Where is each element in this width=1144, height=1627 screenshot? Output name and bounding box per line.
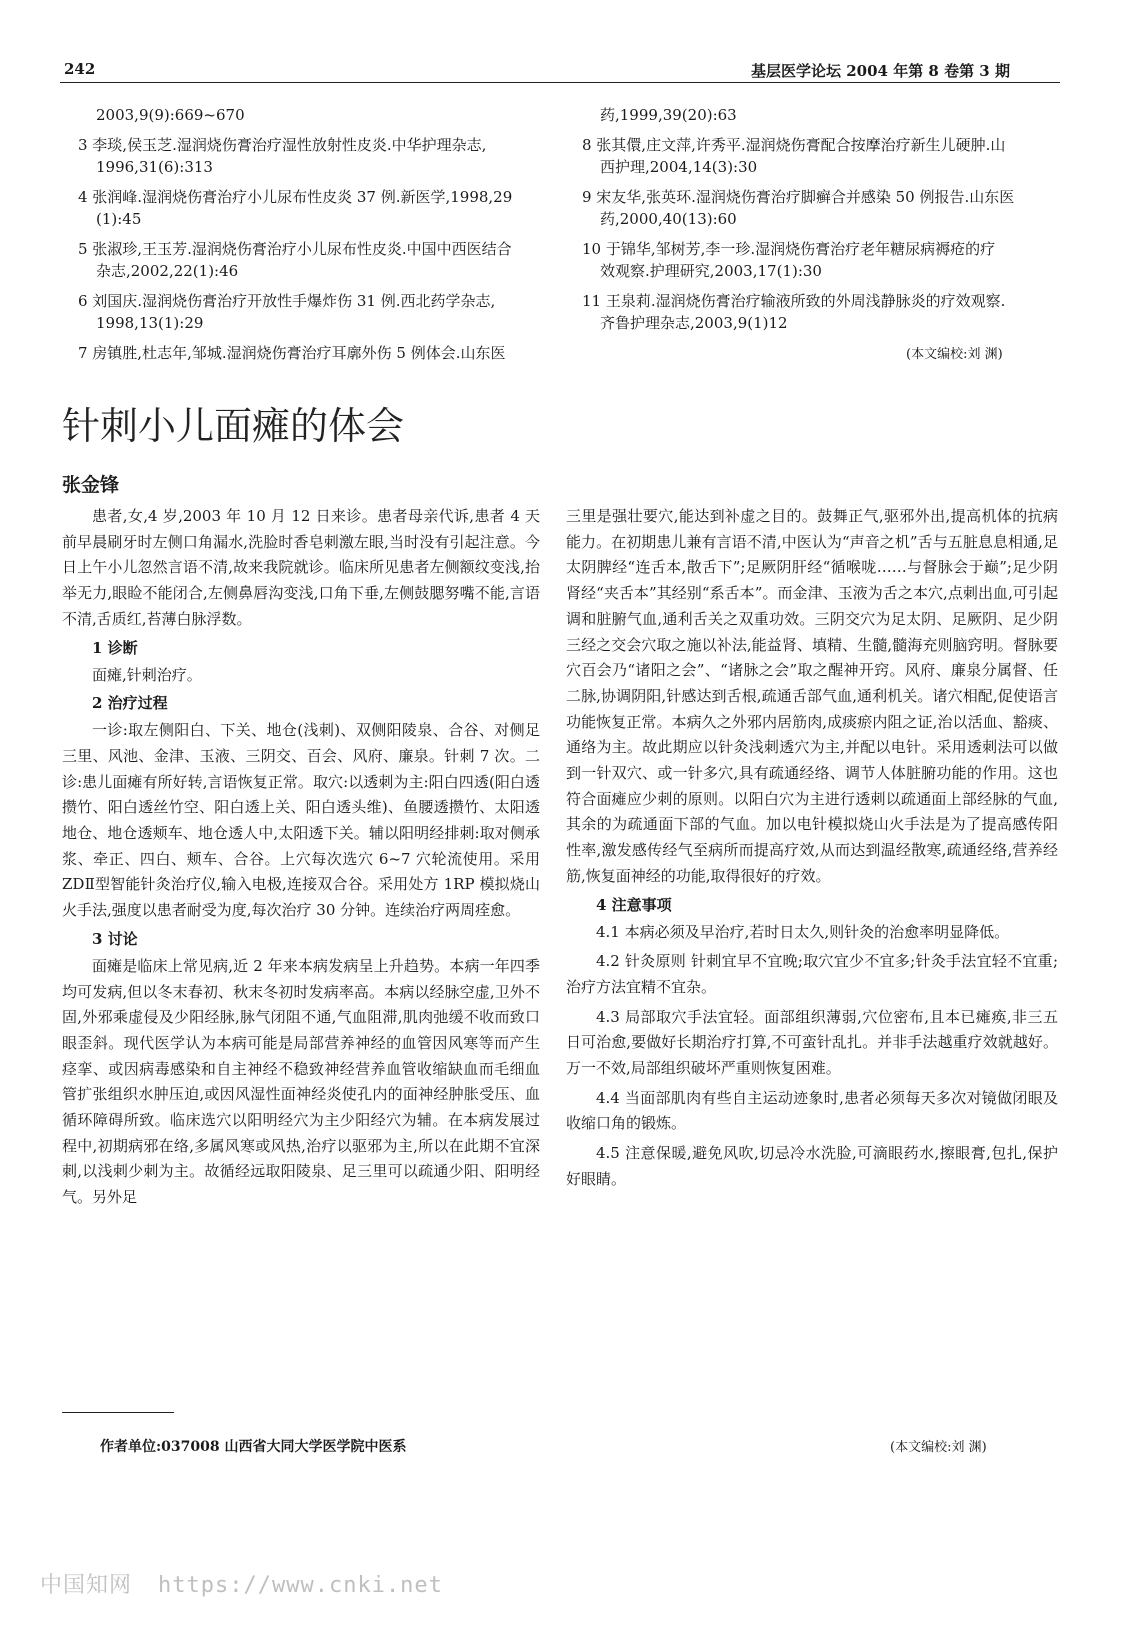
references-left [78, 104, 544, 372]
references-right [582, 104, 1062, 342]
body-left-column [62, 504, 540, 1211]
paragraph-discussion: 面瘫是临床上常见病,近 2 年来本病发病呈上升趋势。本病一年四季均可发病,但以冬末春初、秋末冬初时发病率高。本病以经脉空虚,卫外不固,外邪乘虚侵及少阳经脉,脉气闭阻不通,气血阻滞,肌肉弛缓不收而致口眼歪斜。现代医学认为本病可能是局部营养神经的血管因风寒等而产生痉挛、或因病毒感染和自主神经不稳致神经营养血管收缩缺血而毛细血管扩张组织水肿压迫,或因风湿性面神经炎使孔内的面神经肿胀受压、血循环障碍所致。临床选穴以阳明经穴为主少阳经穴为辅。在本病发展过程中,初期病邪在络,多属风寒或风热,治疗以驱邪为主,所以在此期不宜深刺,以浅刺少刺为主。故循经远取阳陵泉、足三里可以疏通少阳、阳明经气。另外足 [62, 956, 540, 1207]
reference-line: 4 张润峰.湿润烧伤膏治疗小儿尿布性皮炎 37 例.新医学,1998,29 [78, 188, 513, 206]
heading-notes: 4 注意事项 [596, 895, 672, 914]
reference-line: 11 王泉莉.湿润烧伤膏治疗输液所致的外周浅静脉炎的疗效观察. [582, 292, 1006, 310]
reference-item [582, 134, 1062, 178]
author-affiliation: 作者单位:037008 山西省大同大学医学院中医系 [100, 1439, 407, 1455]
paragraph-discussion-cont: 三里是强壮要穴,能达到补虚之目的。鼓舞正气,驱邪外出,提高机体的抗病能力。在初期患儿兼有言语不清,中医认为“声音之机”舌与五脏息息相通,足太阴脾经“连舌本,散舌下”;足厥阴肝经“循喉咙……与督脉会于巅”;足少阴肾经“夹舌本”其经别“系舌本”。而金津、玉液为舌之本穴,点刺出血,可引起调和脏腑气血,通利舌关之双重功效。三阴交穴为足太阴、足厥阴、足少阴三经之交会穴取之施以补法,能益肾、填精、生髓,髓海充则脑窍明。督脉要穴百会乃“诸阳之会”、“诸脉之会”取之醒神开窍。风府、廉泉分属督、任二脉,协调阴阳,针感达到舌根,疏通舌部气血,通利机关。诸穴相配,促使语言功能恢复正常。本病久之外邪内居筋肉,成痰瘀内阻之证,治以活血、豁痰、通络为主。故此期应以针灸浅刺透穴为主,并配以电针。采用透刺法可以做到一针双穴、或一针多穴,具有疏通经络、调节人体脏腑功能的作用。这也符合面瘫应少刺的原则。以阳白穴为主进行透刺以疏通面上部经脉的气血,其余的为疏通面下部的气血。加以电针模拟烧山火手法是为了提高感传阳性率,激发感传经气至病所而提高疗效,从而达到温经散寒,疏通经络,营养经筋,恢复面神经的功能,取得很好的疗效。 [566, 507, 1058, 885]
editor-note-bottom: (本文编校:刘 渊) [890, 1440, 987, 1455]
heading-treatment: 2 治疗过程 [92, 694, 168, 713]
reference-line: 药,1999,39(20):63 [600, 106, 737, 124]
paragraph-diagnosis: 面瘫,针刺治疗。 [92, 665, 202, 684]
watermark-site-name: 中国知网 [40, 1573, 133, 1598]
note-item: 4.5 注意保暖,避免风吹,切忌冷水洗脸,可滴眼药水,擦眼膏,包扎,保护好眼睛。 [566, 1144, 1058, 1188]
reference-line: 杂志,2002,22(1):46 [96, 262, 239, 280]
journal-header: 基层医学论坛 2004 年第 8 卷第 3 期 [751, 62, 1010, 80]
reference-item [582, 290, 1062, 334]
reference-line: 6 刘国庆.湿润烧伤膏治疗开放性手爆炸伤 31 例.西北药学杂志, [78, 292, 496, 310]
page-number: 242 [64, 60, 96, 78]
reference-line: 9 宋友华,张英环.湿润烧伤膏治疗脚癣合并感染 50 例报告.山东医 [582, 188, 1015, 206]
paragraph-treatment: 一诊:取左侧阳白、下关、地仓(浅刺)、双侧阳陵泉、合谷、对侧足三里、风池、金津、玉液、三阴交、百会、风府、廉泉。针刺 7 次。二诊:患儿面瘫有所好转,言语恢复正常。取穴:以透刺为主:阳白四透(阳白透攒竹、阳白透丝竹空、阳白透上关、阳白透头维)、鱼腰透攒竹、太阳透地仓、地仓透颊车、地仓透人中,太阳透下关。辅以阳明经排刺:取对侧承浆、牵正、四白、颊车、合谷。上穴每次选穴 6~7 穴轮流使用。采用 ZDⅡ型智能针灸治疗仪,输入电极,连接双合谷。采用处方 1RP 模拟烧山火手法,强度以患者耐受为度,每次治疗 30 分钟。连续治疗两周痊愈。 [62, 721, 540, 920]
reference-line: 3 李琰,侯玉芝.湿润烧伤膏治疗湿性放射性皮炎.中华护理杂志, [78, 136, 487, 154]
article-title: 针刺小儿面瘫的体会 [62, 404, 405, 448]
heading-discussion: 3 讨论 [92, 929, 138, 948]
note-item: 4.1 本病必须及早治疗,若时日太久,则针灸的治愈率明显降低。 [596, 922, 1010, 941]
reference-line: 2003,9(9):669~670 [96, 106, 245, 124]
cnki-watermark [40, 1568, 469, 1599]
reference-line: 5 张淑珍,王玉芳.湿润烧伤膏治疗小儿尿布性皮炎.中国中西医结合 [78, 240, 512, 258]
body-right-column [566, 504, 1058, 1193]
paragraph-case: 患者,女,4 岁,2003 年 10 月 12 日来诊。患者母亲代诉,患者 4 天前早晨刷牙时左侧口角漏水,洗脸时香皂刺激左眼,当时没有引起注意。今日上午小儿忽然言语不清,故来我院就诊。临床所见患者左侧额纹变浅,抬举无力,眼睑不能闭合,左侧鼻唇沟变浅,口角下垂,左侧鼓腮努嘴不能,言语不清,舌质红,苔薄白脉浮数。 [62, 507, 540, 628]
reference-item [78, 290, 544, 334]
reference-line: 西护理,2004,14(3):30 [600, 158, 758, 176]
note-item: 4.2 针灸原则 针刺宜早不宜晚;取穴宜少不宜多;针灸手法宜轻不宜重;治疗方法宜精不宜杂。 [566, 952, 1058, 996]
note-item: 4.4 当面部肌肉有些自主运动迹象时,患者必须每天多次对镜做闭眼及收缩口角的锻炼。 [566, 1088, 1058, 1133]
reference-item [78, 186, 544, 230]
heading-diagnosis: 1 诊断 [92, 638, 138, 657]
reference-line: 1996,31(6):313 [96, 158, 213, 176]
watermark-url: https://www.cnki.net [158, 1573, 443, 1598]
reference-line: 8 张其儇,庄文萍,许秀平.湿润烧伤膏配合按摩治疗新生儿硬肿.山 [582, 136, 1006, 154]
reference-item [78, 104, 544, 126]
header-rule [60, 82, 1060, 83]
reference-item [78, 238, 544, 282]
reference-line: 药,2000,40(13):60 [600, 210, 737, 228]
reference-line: (1):45 [96, 210, 142, 228]
reference-item [78, 134, 544, 178]
note-item: 4.3 局部取穴手法宜轻。面部组织薄弱,穴位密布,且本已瘫痪,非三五日可治愈,要做好长期治疗打算,不可蛮针乱扎。并非手法越重疗效就越好。万一不效,局部组织破坏严重则恢复困难。 [566, 1007, 1058, 1078]
footnote-rule [62, 1412, 174, 1413]
reference-item [78, 342, 544, 364]
reference-item [582, 104, 1062, 126]
reference-item [582, 238, 1062, 282]
reference-line: 1998,13(1):29 [96, 314, 204, 332]
editor-note-top: (本文编校:刘 渊) [906, 347, 1003, 362]
reference-line: 齐鲁护理杂志,2003,9(1)12 [600, 314, 788, 332]
reference-item [582, 186, 1062, 230]
article-author: 张金锋 [62, 474, 120, 496]
reference-line: 10 于锦华,邹树芳,李一珍.湿润烧伤膏治疗老年糖尿病褥疮的疗 [582, 240, 996, 258]
reference-line: 效观察.护理研究,2003,17(1):30 [600, 262, 822, 280]
reference-line: 7 房镇胜,杜志年,邹城.湿润烧伤膏治疗耳廓外伤 5 例体会.山东医 [78, 344, 506, 362]
